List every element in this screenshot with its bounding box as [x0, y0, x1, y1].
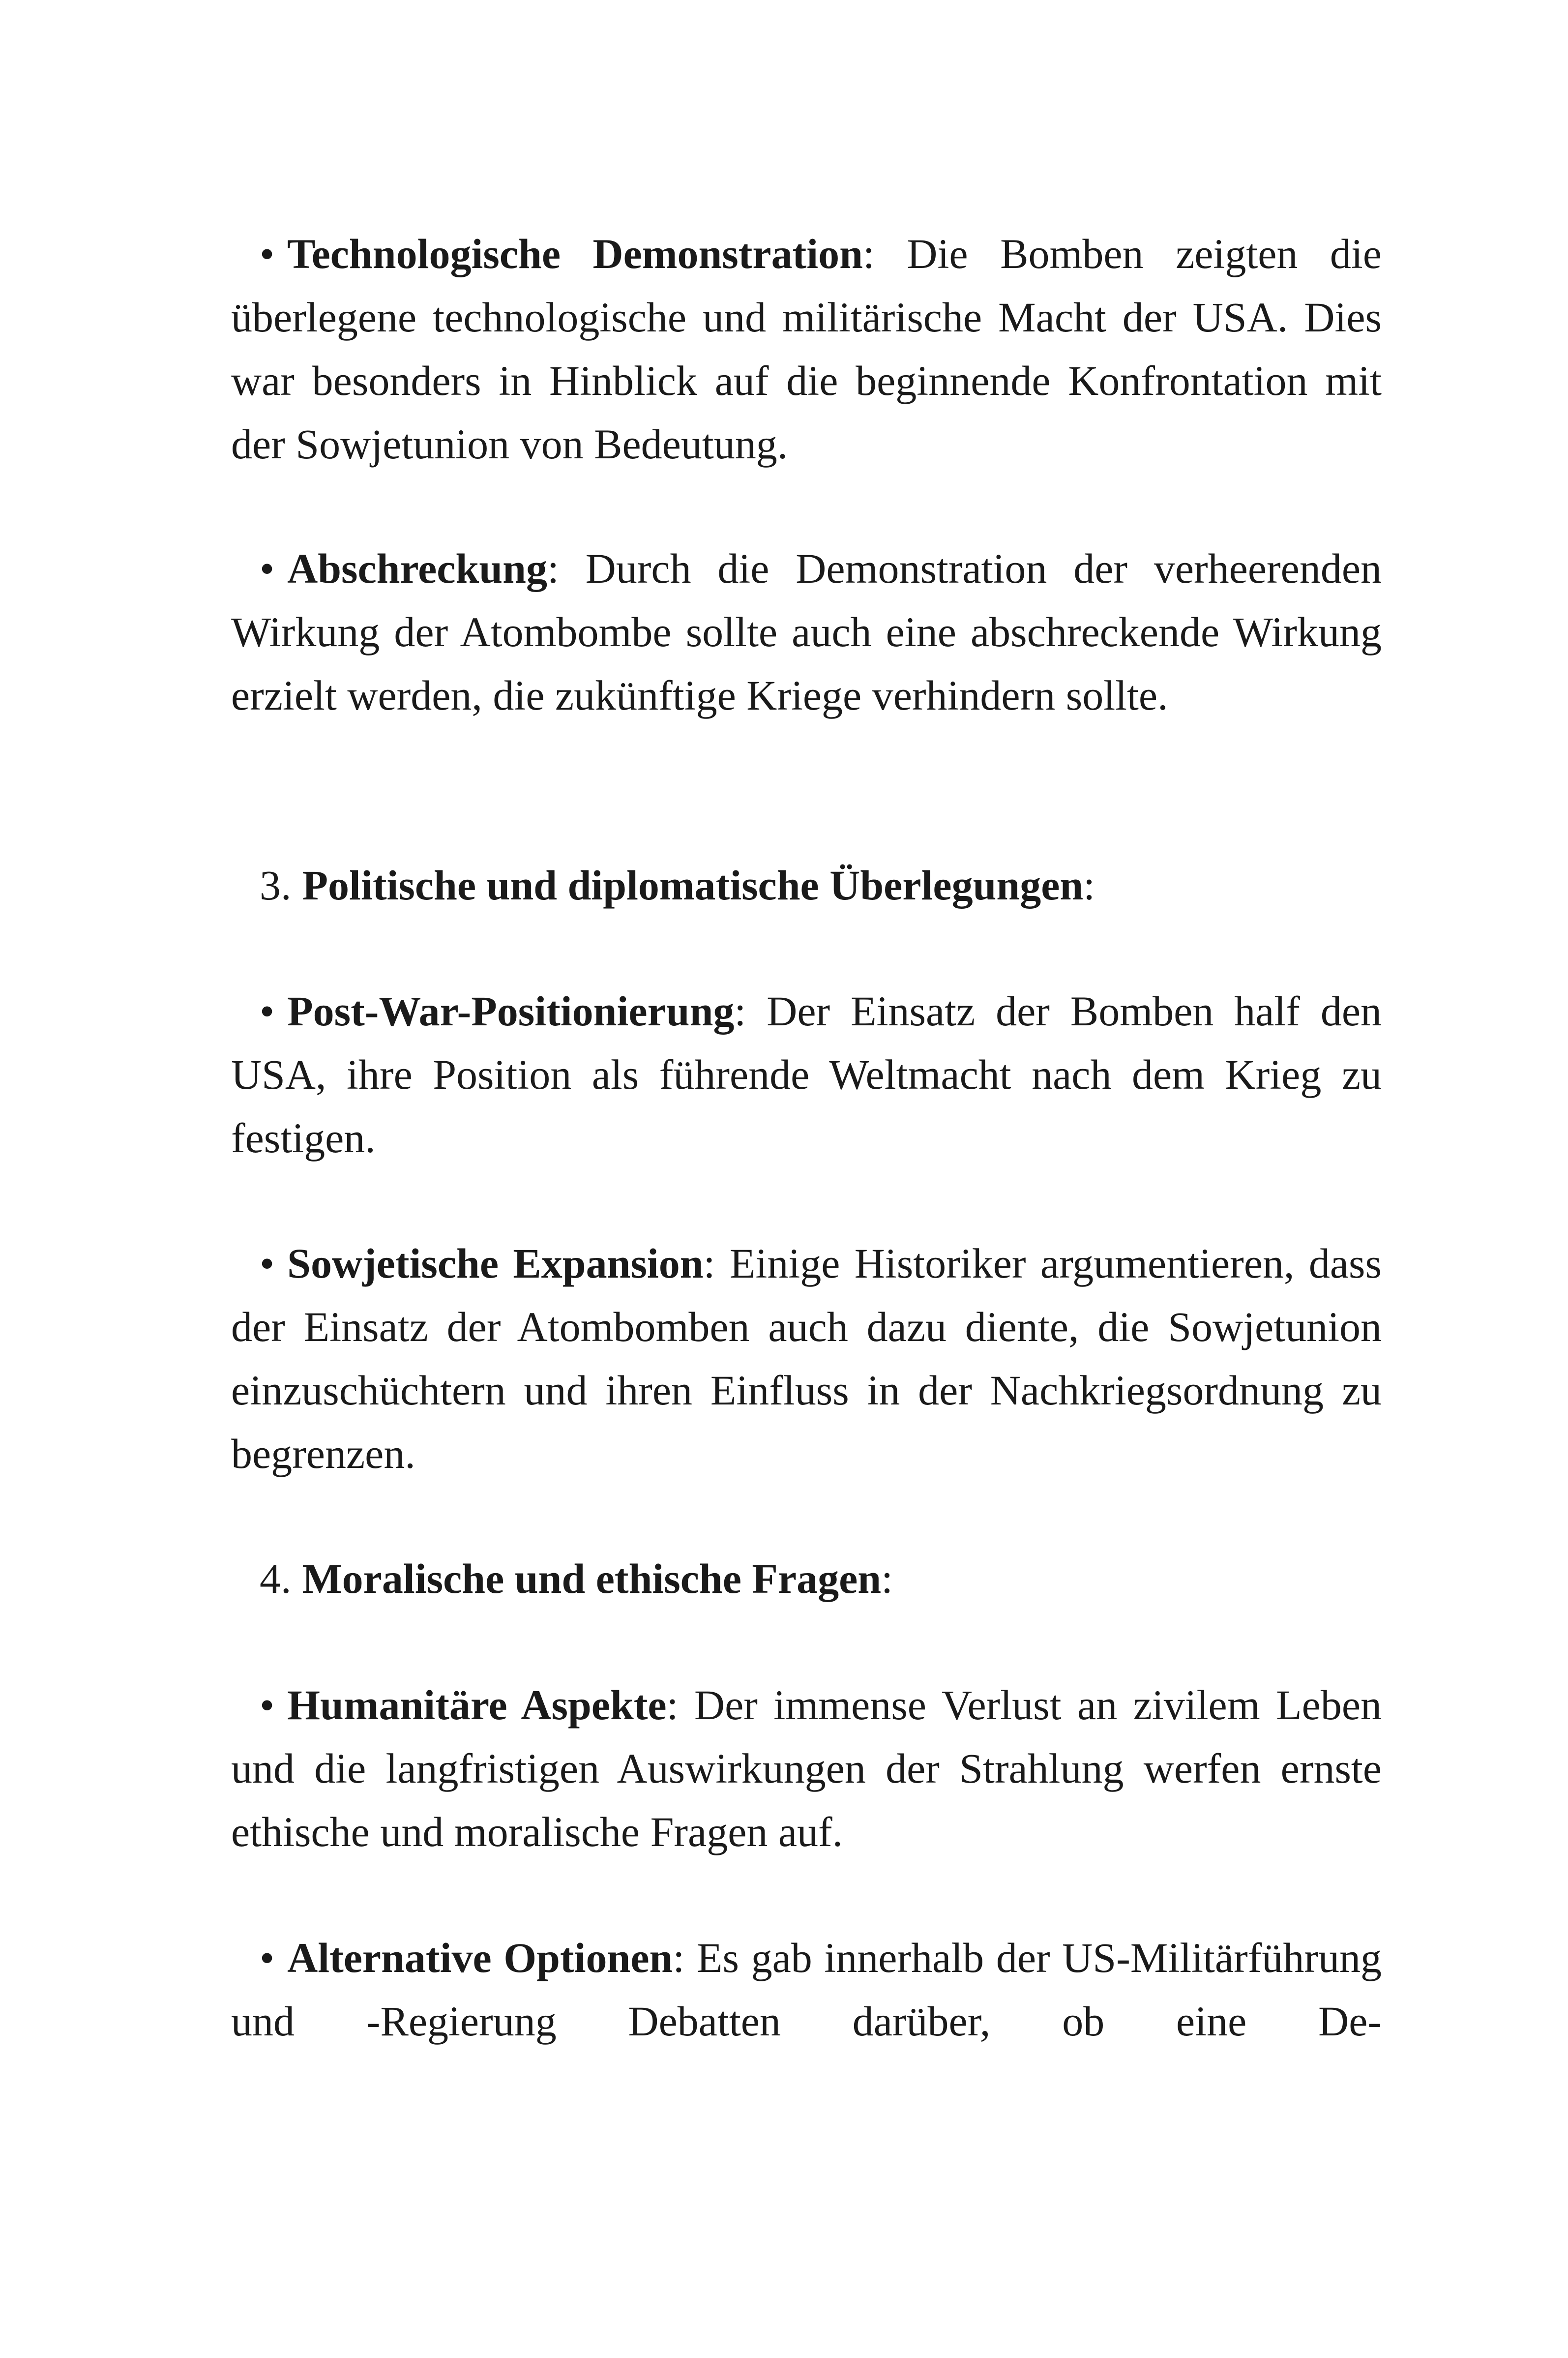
section-number: 3. — [260, 862, 292, 909]
bullet-marker: • — [260, 545, 275, 592]
section-title: Moralische und ethische Fragen — [302, 1555, 882, 1602]
bullet-text: : Es gab innerhalb der US-Militärführung und -Regierung Debatten darüber, ob eine De- — [231, 1934, 1382, 2045]
bullet-marker: • — [260, 1681, 275, 1729]
bullet-marker: • — [260, 987, 275, 1035]
bullet-humanitaere-aspekte — [231, 1673, 1382, 1864]
bullet-marker: • — [260, 230, 275, 277]
bullet-text: : Durch die Demonstration der verheerenden Wirkung der Atombombe sollte auch eine abschreckende Wirkung erzielt werden, die zukünftige Kriege verhindern sollte. — [231, 545, 1382, 719]
bullet-post-war-positionierung — [231, 980, 1382, 1170]
bullet-term: Abschreckung — [287, 545, 547, 592]
bullet-technologische-demonstration — [231, 222, 1382, 476]
bullet-text: : Die Bomben zeigten die überlegene technologische und militärische Macht der USA. Dies war besonders in Hinblick auf die beginnende Konfrontation mit der Sowjetunion von Bedeutung. — [231, 230, 1382, 468]
section-heading-3 — [231, 854, 1382, 917]
bullet-alternative-optionen — [231, 1926, 1382, 2053]
bullet-term: Technologische Demonstration — [287, 230, 863, 277]
bullet-marker: • — [260, 1240, 275, 1287]
section-suffix: : — [1083, 862, 1095, 909]
bullet-term: Post-War-Positionierung — [287, 987, 735, 1035]
section-number: 4. — [260, 1555, 292, 1602]
section-title: Politische und diplomatische Überlegungen — [302, 862, 1084, 909]
bullet-text: : Einige Historiker argumentieren, dass der Einsatz der Atombomben auch dazu diente, die Sowjetunion einzuschüchtern und ihren Einfluss in der Nachkriegsordnung zu begrenzen. — [231, 1240, 1382, 1477]
bullet-sowjetische-expansion — [231, 1232, 1382, 1486]
bullet-text: : Der immense Verlust an zivilem Leben und die langfristigen Auswirkungen der Strahlung werfen ernste ethische und moralische Fragen auf. — [231, 1681, 1382, 1855]
bullet-abschreckung — [231, 537, 1382, 727]
bullet-marker: • — [260, 1934, 275, 1981]
bullet-term: Sowjetische Expansion — [287, 1240, 704, 1287]
bullet-term: Humanitäre Aspekte — [287, 1681, 667, 1729]
bullet-term: Alternative Optionen — [287, 1934, 673, 1981]
bullet-text: : Der Einsatz der Bomben half den USA, ihre Position als führende Weltmacht nach dem Krieg zu festigen. — [231, 987, 1382, 1162]
section-heading-4 — [231, 1547, 1382, 1611]
section-suffix: : — [881, 1555, 893, 1602]
